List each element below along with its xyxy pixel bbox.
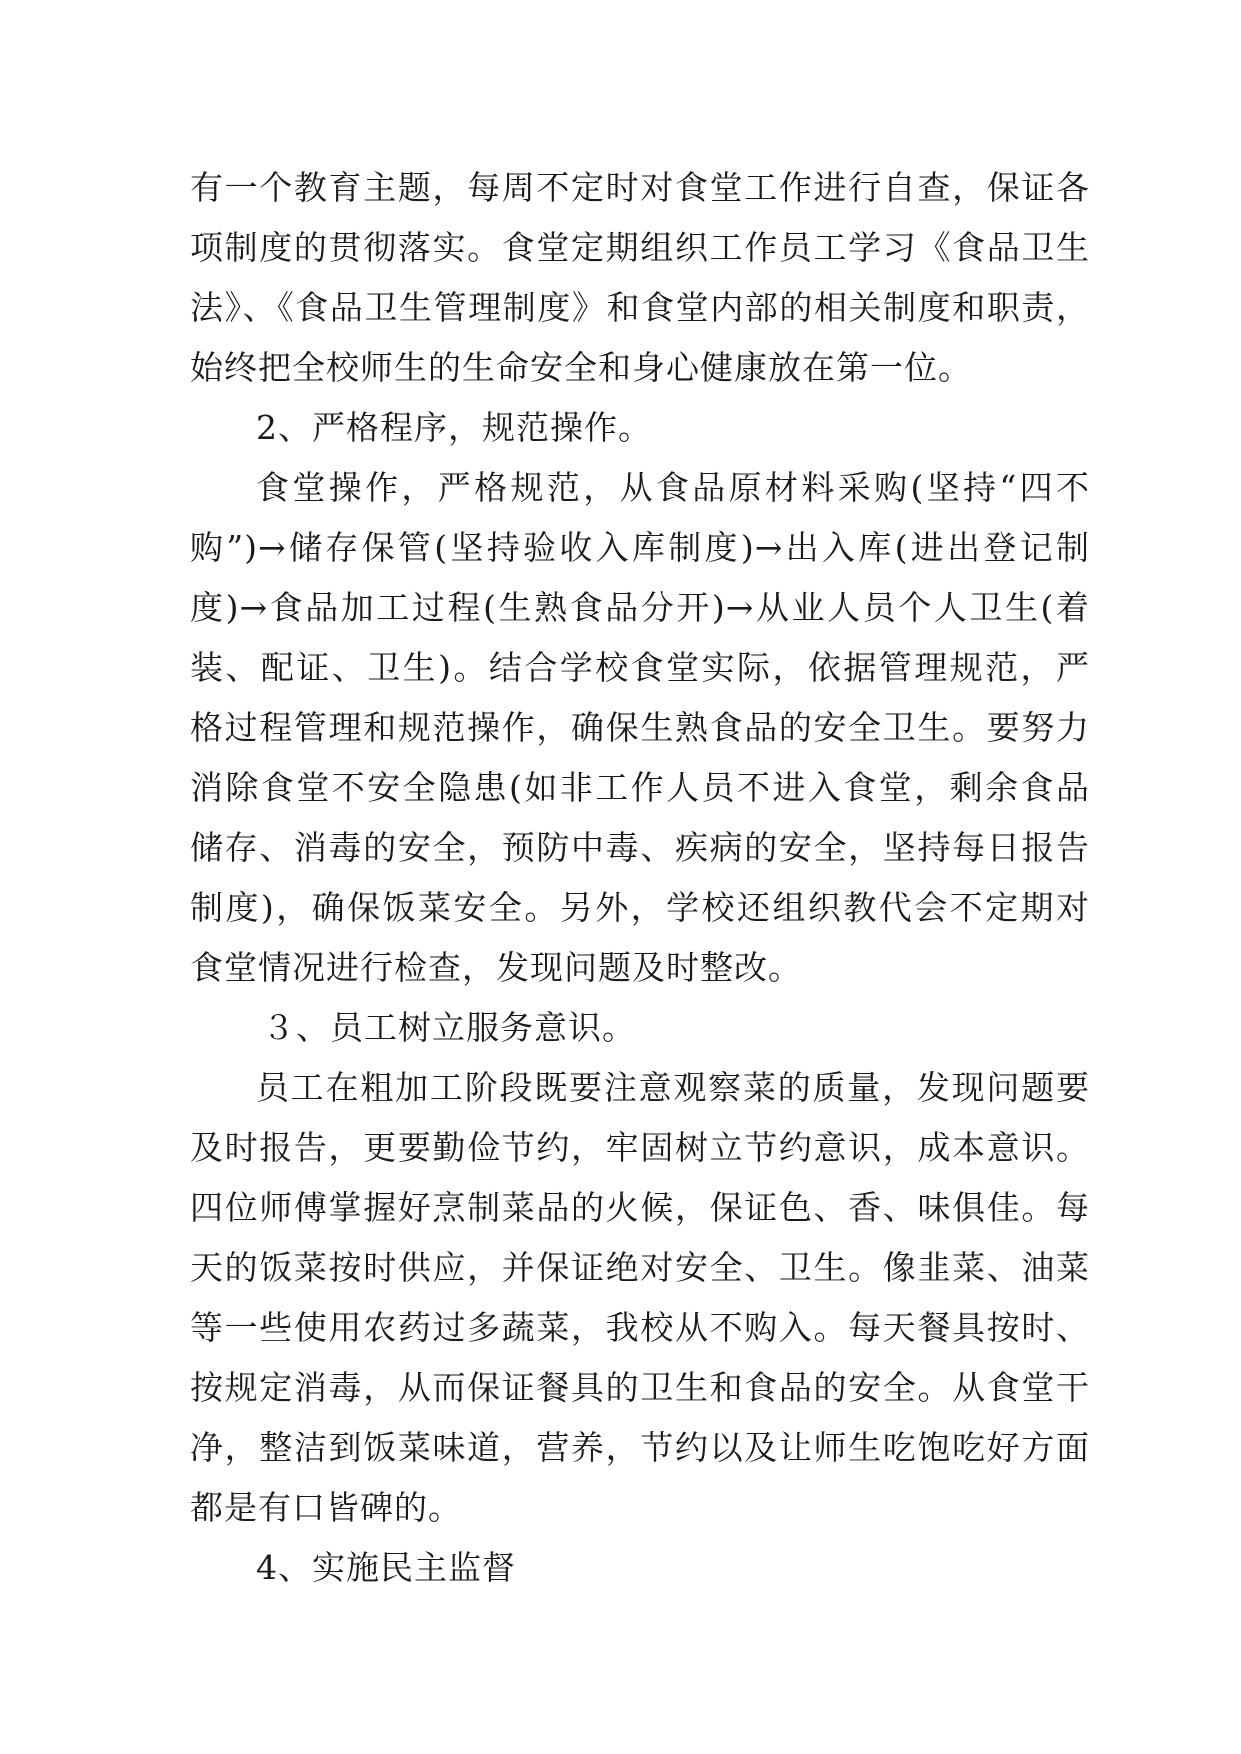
paragraph-service: [190, 1058, 1090, 1538]
text-line: 等一些使用农药过多蔬菜，我校从不购入。每天餐具按时、: [190, 1308, 1090, 1347]
text-line: 都是有口皆碑的。: [190, 1488, 462, 1527]
section-heading-4: 4、实施民主监督: [256, 1548, 516, 1587]
text-line: 格过程管理和规范操作，确保生熟食品的安全卫生。要努力: [190, 708, 1090, 747]
text-line: 员工在粗加工阶段既要注意观察菜的质量，发现问题要: [256, 1068, 1090, 1107]
text-line: 装、配证、卫生)。结合学校食堂实际，依据管理规范，严: [190, 648, 1090, 687]
text-line: 四位师傅掌握好烹制菜品的火候，保证色、香、味俱佳。每: [190, 1188, 1090, 1227]
paragraph-continuation: [190, 158, 1090, 398]
text-line: 有一个教育主题，每周不定时对食堂工作进行自查，保证各: [190, 168, 1090, 207]
text-line: 始终把全校师生的生命安全和身心健康放在第一位。: [190, 348, 972, 387]
text-line: 按规定消毒，从而保证餐具的卫生和食品的安全。从食堂干: [190, 1368, 1090, 1407]
document-body: [190, 158, 1090, 1598]
paragraph-procedures: [190, 458, 1090, 998]
text-line: 购”)→储存保管(坚持验收入库制度)→出入库(进出登记制: [190, 528, 1090, 567]
text-line: 度)→食品加工过程(生熟食品分开)→从业人员个人卫生(着: [190, 588, 1090, 627]
text-line: 消除食堂不安全隐患(如非工作人员不进入食堂，剩余食品: [190, 768, 1090, 807]
section-heading-3: ３、员工树立服务意识。: [262, 1008, 636, 1047]
text-line: 净，整洁到饭菜味道，营养，节约以及让师生吃饱吃好方面: [190, 1428, 1090, 1467]
text-line: 法》、《食品卫生管理制度》和食堂内部的相关制度和职责，: [190, 288, 1090, 327]
text-line: 项制度的贯彻落实。食堂定期组织工作员工学习《食品卫生: [190, 228, 1090, 267]
text-line: 食堂情况进行检查，发现问题及时整改。: [190, 948, 802, 987]
text-line: 储存、消毒的安全，预防中毒、疾病的安全，坚持每日报告: [190, 828, 1090, 867]
text-line: 天的饭菜按时供应，并保证绝对安全、卫生。像韭菜、油菜: [190, 1248, 1090, 1287]
text-line: 制度)，确保饭菜安全。另外，学校还组织教代会不定期对: [190, 888, 1090, 927]
section-heading-2: 2、严格程序，规范操作。: [256, 408, 652, 447]
text-line: 食堂操作，严格规范，从食品原材料采购(坚持“四不: [256, 468, 1090, 507]
text-line: 及时报告，更要勤俭节约，牢固树立节约意识，成本意识。: [190, 1128, 1090, 1167]
